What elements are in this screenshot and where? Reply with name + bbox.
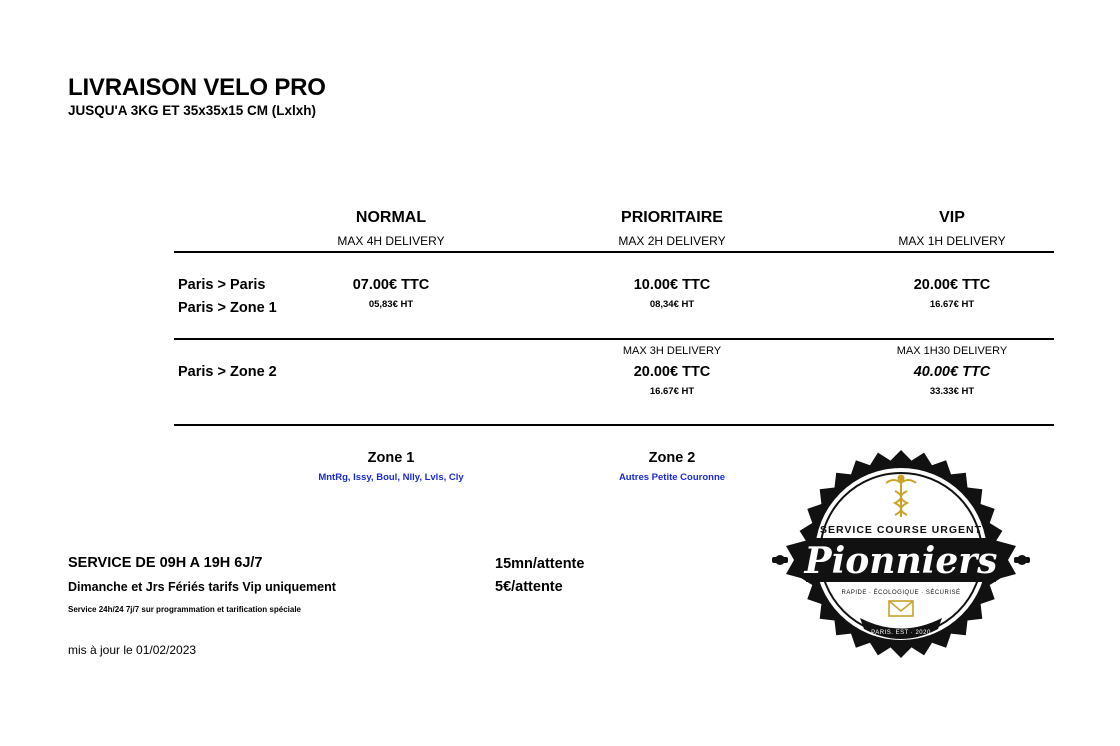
page-title: LIVRAISON VELO PRO [68,74,326,101]
price-ht: 16.67€ HT [929,299,975,310]
zone-2-name: Zone 2 [648,450,696,466]
table-divider [174,251,1054,253]
tier-prioritaire-name: PRIORITAIRE [621,209,723,226]
row-label: Paris > Zone 1 [178,300,277,316]
zone-1-name: Zone 1 [367,450,415,466]
tier-vip-delivery: MAX 1H DELIVERY [898,234,1006,248]
price-ttc: 20.00€ TTC [633,364,711,380]
service-hours: SERVICE DE 09H A 19H 6J/7 [68,555,263,571]
tier-prioritaire-delivery: MAX 2H DELIVERY [618,234,726,248]
logo-tagline: RAPIDE · ÉCOLOGIQUE · SÉCURISÉ [841,590,961,596]
price-ht: 33.33€ HT [929,386,975,397]
table-divider [174,424,1054,426]
zone-1-list: MntRg, Issy, Boul, Nlly, Lvls, Cly [318,472,464,483]
price-ht: 16.67€ HT [649,386,695,397]
delivery-time: MAX 3H DELIVERY [622,345,722,357]
row-label: Paris > Zone 2 [178,364,277,380]
tier-normal-delivery: MAX 4H DELIVERY [337,234,445,248]
wait-time: 15mn/attente [495,556,585,572]
service-sunday-note: Dimanche et Jrs Fériés tarifs Vip uniquement [68,580,336,594]
logo-brand: Pionniers [804,540,998,582]
wait-price: 5€/attente [495,579,563,595]
table-divider [174,338,1054,340]
page-subtitle: JUSQU'A 3KG ET 35x35x15 CM (Lxlxh) [68,103,317,118]
price-ttc: 20.00€ TTC [913,277,991,293]
price-ht: 08,34€ HT [649,299,695,310]
delivery-time: MAX 1H30 DELIVERY [896,345,1008,357]
service-24h-note: Service 24h/24 7j/7 sur programmation et tarification spéciale [68,605,301,614]
logo-est: PARIS. EST · 2020 [871,630,931,636]
price-ttc: 40.00€ TTC [913,364,991,380]
price-ht: 05,83€ HT [368,299,414,310]
logo-top-text: SERVICE COURSE URGENT [820,524,982,536]
price-ttc: 10.00€ TTC [633,277,711,293]
update-date: mis à jour le 01/02/2023 [68,643,197,657]
price-ttc: 07.00€ TTC [352,277,430,293]
tier-normal-name: NORMAL [355,209,427,226]
tier-vip-name: VIP [939,209,965,226]
pedal-right-icon [1014,555,1030,565]
pionniers-logo [768,447,1034,659]
zone-2-list: Autres Petite Couronne [618,472,726,483]
pedal-left-icon [772,555,788,565]
row-label: Paris > Paris [178,277,266,293]
